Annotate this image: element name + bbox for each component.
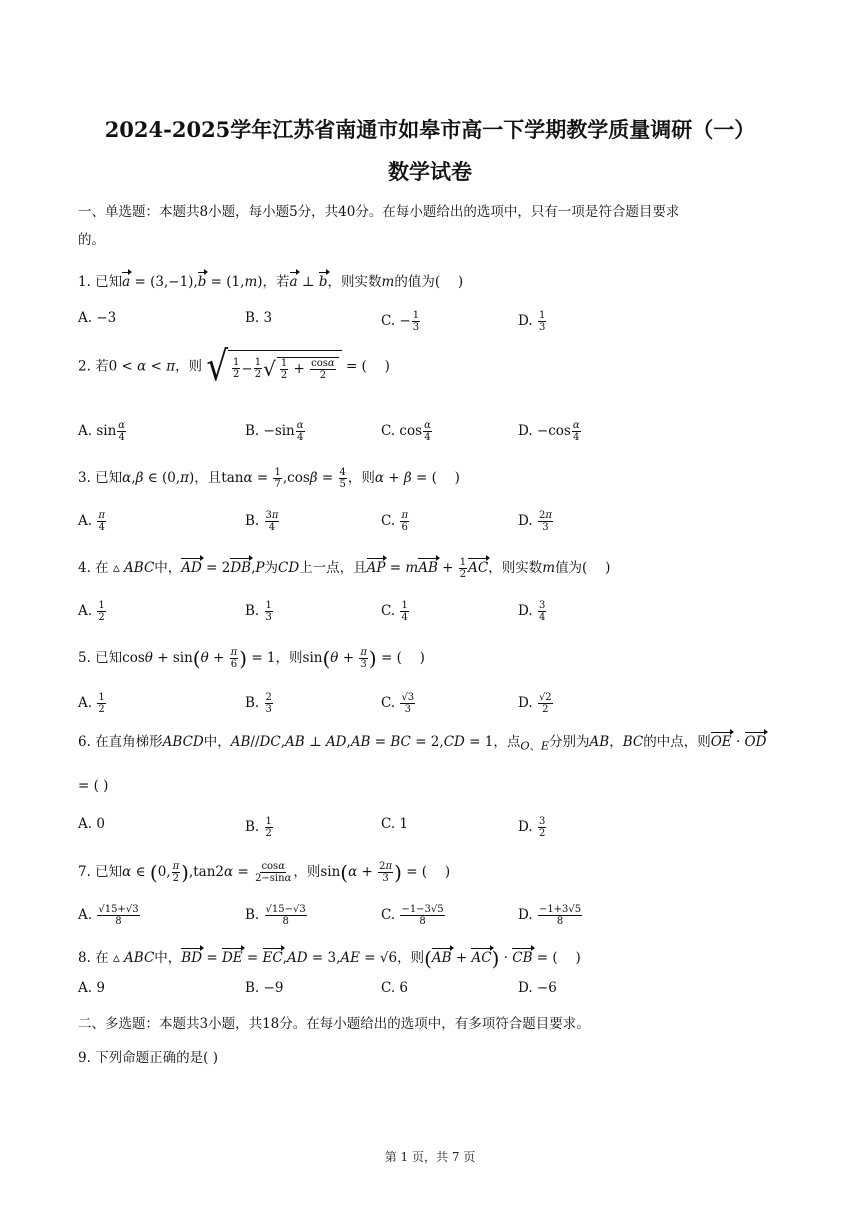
question-6-options bbox=[78, 816, 798, 846]
question-7-options bbox=[78, 904, 798, 934]
option-a[interactable]: A. $\frac{√15+√3}{8}$ bbox=[78, 904, 139, 927]
question-6-cont: = ( ) bbox=[78, 778, 109, 794]
option-d[interactable]: D. $\frac{3}{4}$ bbox=[518, 600, 546, 623]
option-d[interactable]: D. $\frac{√2}{2}$ bbox=[518, 692, 552, 715]
option-c[interactable]: C. $\frac{\pi}{6}$ bbox=[381, 510, 409, 533]
question-4: 4. 在 ▵ ABC中，AD = 2DB,P为CD上一点，且AP = mAB + $\frac{1}{2}$ AC，则实数m值为( ) bbox=[78, 557, 611, 580]
section-1-line2: 的。 bbox=[78, 232, 105, 248]
question-8-options bbox=[78, 980, 798, 1010]
option-a[interactable]: A. 0 bbox=[78, 816, 105, 832]
question-1: 1. 已知a = (3,−1),b = (1,m)，若a ⊥ b，则实数m的值为( ) bbox=[78, 274, 464, 290]
option-b[interactable]: B. −9 bbox=[245, 980, 284, 996]
option-c[interactable]: C. $\frac{1}{4}$ bbox=[381, 600, 408, 623]
section-1-line1: 一、单选题：本题共8小题，每小题5分，共40分。在每小题给出的选项中，只有一项是符合题目要求 bbox=[78, 204, 680, 220]
option-c[interactable]: C. cos $\frac{\alpha}{4}$ bbox=[381, 420, 431, 443]
option-c[interactable]: C. $\frac{√3}{3}$ bbox=[381, 692, 415, 715]
option-c[interactable]: C. 1 bbox=[381, 816, 409, 832]
option-b[interactable]: B. $\frac{3\pi}{4}$ bbox=[245, 510, 279, 533]
question-9: 9. 下列命题正确的是( ) bbox=[78, 1050, 218, 1066]
page-footer: 第 1 页，共 7 页 bbox=[384, 1150, 476, 1164]
option-b[interactable]: B. $\frac{1}{2}$ bbox=[245, 816, 272, 839]
section-1-heading bbox=[78, 198, 788, 254]
option-a[interactable]: A. $\frac{1}{2}$ bbox=[78, 692, 105, 715]
option-d[interactable]: D. $\frac{3}{2}$ bbox=[518, 816, 546, 839]
option-b[interactable]: B. $\frac{2}{3}$ bbox=[245, 692, 272, 715]
question-4-options bbox=[78, 600, 798, 630]
option-c[interactable]: C. $\frac{-1-3√5}{8}$ bbox=[381, 904, 444, 927]
option-d[interactable]: D. $\frac{1}{3}$ bbox=[518, 310, 546, 333]
question-7: 7. 已知α ∈ (0, $\frac{\pi}{2}$ ),tan2α = $\frac{\cos\alpha}{2-\sin\alpha}$ ，则sin(α + $\frac{2\pi}{3}$ ) = ( ) bbox=[78, 860, 451, 885]
option-a[interactable]: A. $\frac{\pi}{4}$ bbox=[78, 510, 105, 533]
option-b[interactable]: B. $\frac{1}{3}$ bbox=[245, 600, 272, 623]
option-d[interactable]: D. −cos $\frac{\alpha}{4}$ bbox=[518, 420, 580, 443]
option-b[interactable]: B. 3 bbox=[245, 310, 273, 326]
question-6: 6. 在直角梯形ABCD中，AB//DC,AB ⊥ AD,AB = BC = 2,CD = 1，点$_{O、E}$分别为AB，BC的中点，则OE · OD bbox=[78, 734, 767, 753]
option-d[interactable]: D. $\frac{-1+3√5}{8}$ bbox=[518, 904, 582, 927]
option-d[interactable]: D. −6 bbox=[518, 980, 557, 996]
question-3: 3. 已知α,β ∈ (0,π)，且tanα = $\frac{1}{7}$ ,cosβ = $\frac{4}{5}$ ，则α + β = ( ) bbox=[78, 467, 460, 490]
section-2-heading: 二、多选题：本题共3小题，共18分。在每小题给出的选项中，有多项符合题目要求。 bbox=[78, 1016, 590, 1032]
option-b[interactable]: B. $\frac{√15-√3}{8}$ bbox=[245, 904, 306, 927]
option-a[interactable]: A. sin $\frac{\alpha}{4}$ bbox=[78, 420, 126, 443]
option-b[interactable]: B. −sin $\frac{\alpha}{4}$ bbox=[245, 420, 304, 443]
option-c[interactable]: C. − $\frac{1}{3}$ bbox=[381, 310, 420, 333]
question-1-options bbox=[78, 310, 798, 340]
option-a[interactable]: A. −3 bbox=[78, 310, 117, 326]
page-title: 2024-2025学年江苏省南通市如皋市高一下学期教学质量调研（一） bbox=[104, 117, 756, 142]
question-2: 2. 若0 < α < π，则 √ $\frac{1}{2}$ − $\frac{1}{2}$ √ $\frac{1}{2}$ + $\frac{\cos\alpha}{2}$ = ( ) bbox=[78, 343, 390, 391]
option-a[interactable]: A. 9 bbox=[78, 980, 105, 996]
option-c[interactable]: C. 6 bbox=[381, 980, 409, 996]
page-subtitle: 数学试卷 bbox=[388, 159, 472, 184]
question-5: 5. 已知cosθ + sin(θ + $\frac{\pi}{6}$ ) = 1，则sin(θ + $\frac{\pi}{3}$ ) = ( ) bbox=[78, 646, 425, 671]
question-2-options bbox=[78, 420, 798, 450]
question-5-options bbox=[78, 692, 798, 722]
option-d[interactable]: D. $\frac{2\pi}{3}$ bbox=[518, 510, 552, 533]
question-3-options bbox=[78, 510, 798, 540]
option-a[interactable]: A. $\frac{1}{2}$ bbox=[78, 600, 105, 623]
question-8: 8. 在 ▵ ABC中，BD = DE = EC,AD = 3,AE = √6，则(AB + AC) · CB = ( ) bbox=[78, 946, 581, 971]
